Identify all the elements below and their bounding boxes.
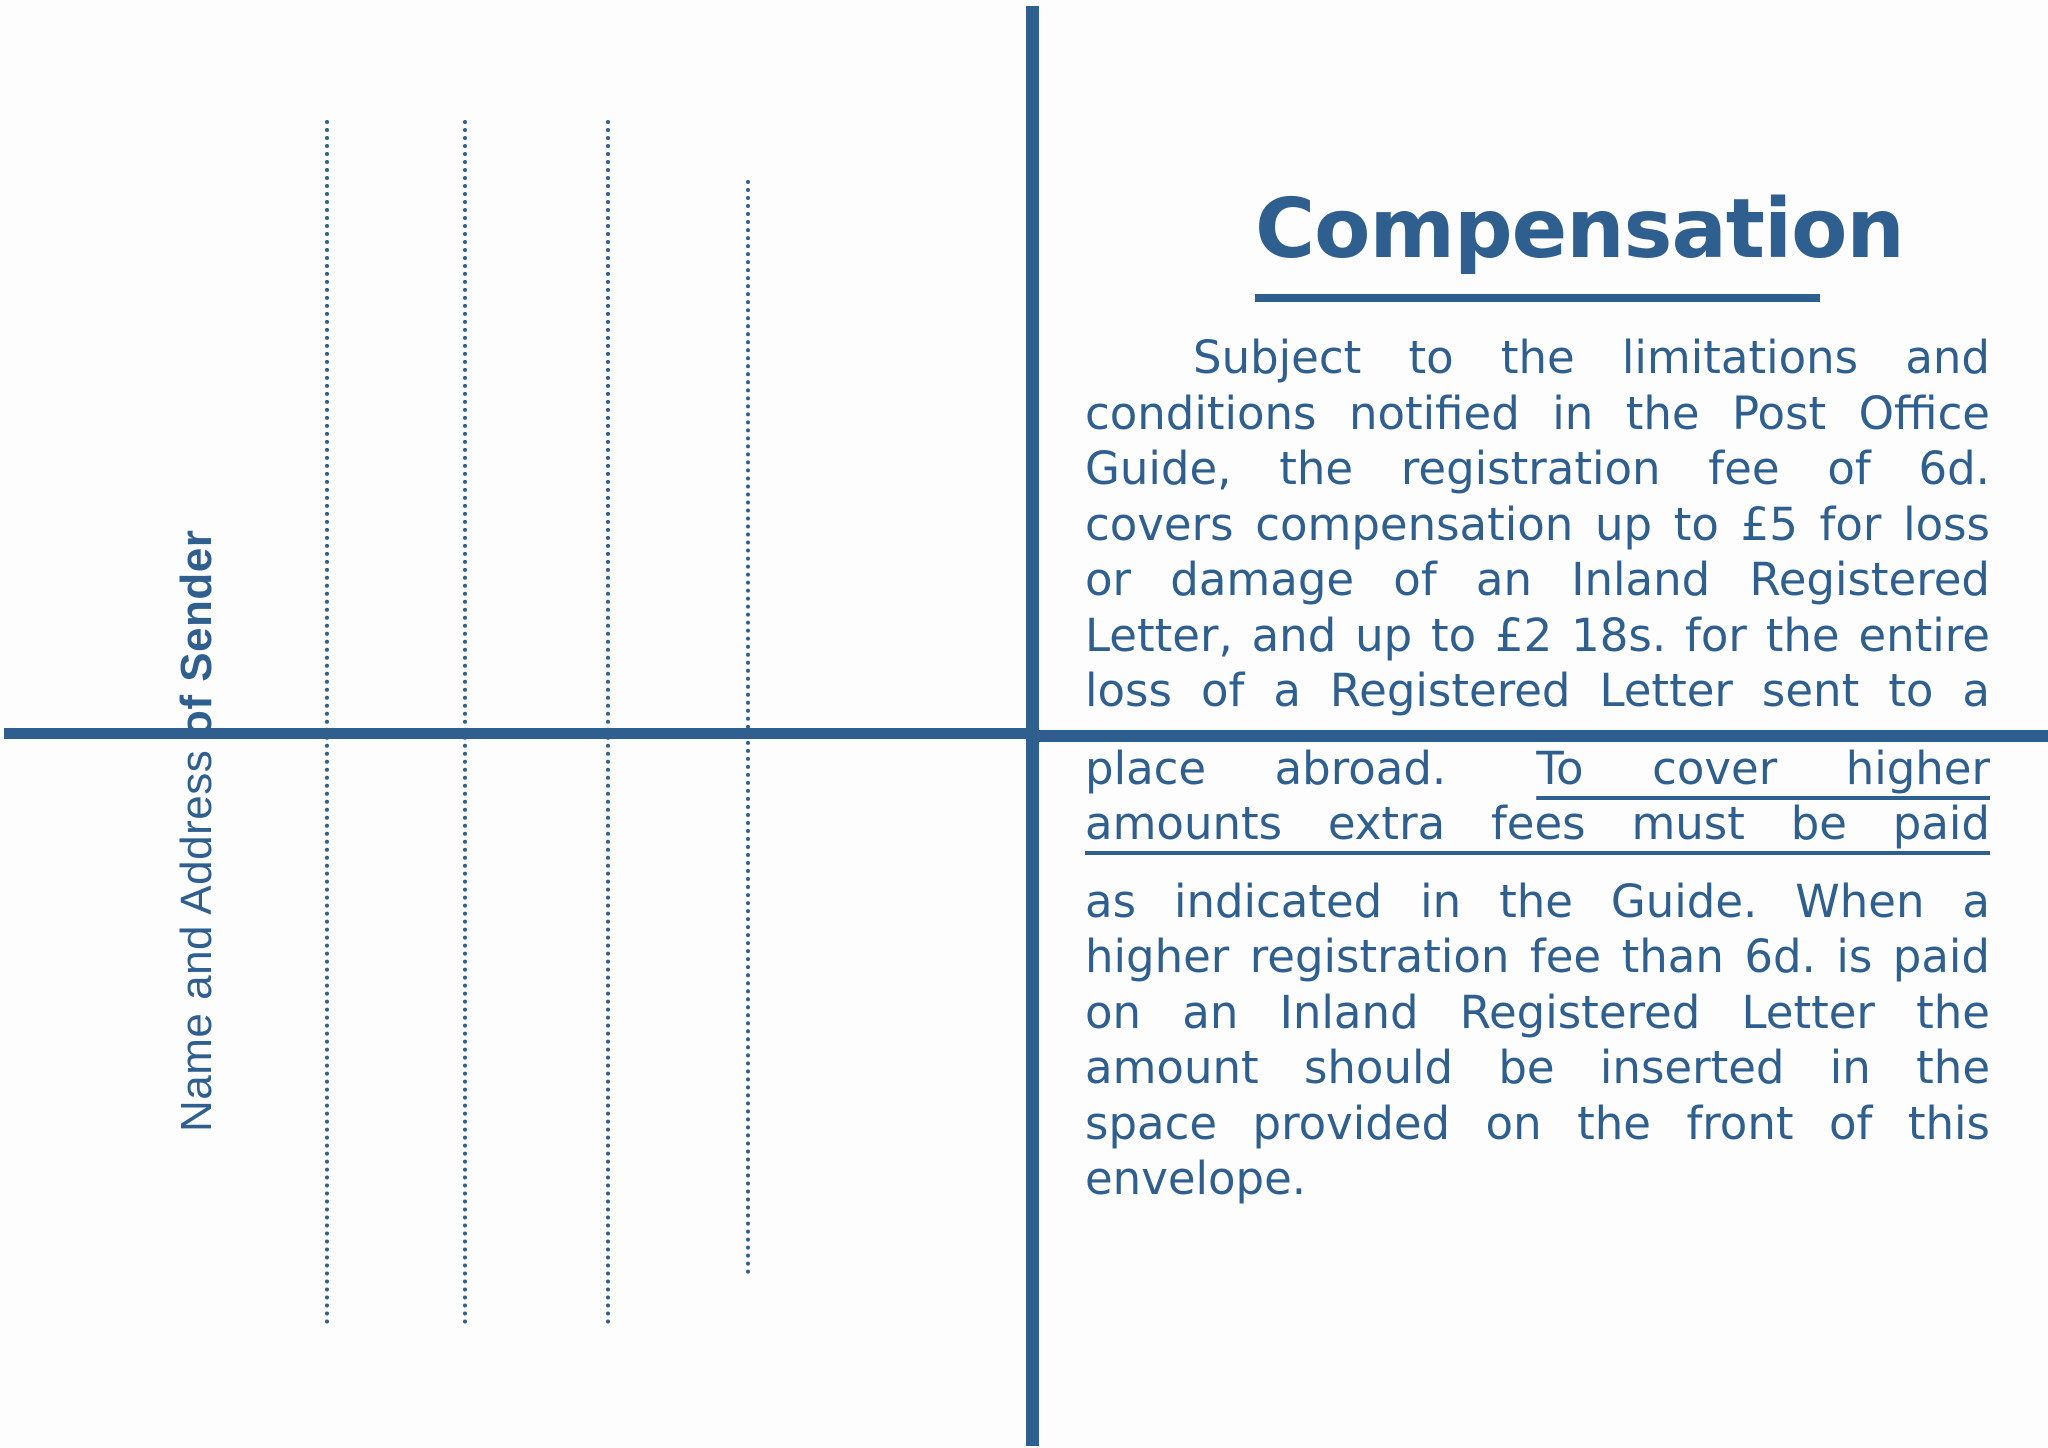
address-dotted-line — [606, 120, 610, 1325]
text-line-split — [1085, 741, 1990, 797]
text-fragment: place abroad. — [1085, 741, 1447, 795]
text-line: on an Inland Registered Letter the — [1085, 985, 1990, 1039]
text-line: space provided on the front of this — [1085, 1096, 1990, 1150]
text-line — [1085, 796, 1990, 852]
text-line: or damage of an Inland Registered — [1085, 553, 1990, 606]
address-dotted-line — [746, 180, 750, 1275]
compensation-text — [1085, 330, 1990, 1207]
text-line: Letter, and up to £2 18s. for the entire — [1085, 608, 1990, 662]
text-line: as indicated in the Guide. When a — [1085, 874, 1990, 928]
compensation-notice — [1085, 180, 1990, 1207]
underlined-text: amounts extra fees must be paid — [1085, 797, 1990, 850]
text-line: covers compensation up to £5 for loss — [1085, 497, 1990, 551]
sender-label-prefix: Name and Address — [172, 737, 221, 1132]
sender-address-label — [172, 530, 222, 1132]
horizontal-fold-rule-left — [4, 728, 1030, 739]
text-line: envelope. — [1085, 1152, 1307, 1205]
text-line: loss of a Registered Letter sent to a — [1085, 664, 1990, 717]
text-line: Guide, the registration fee of 6d. — [1085, 442, 1990, 495]
compensation-title: Compensation — [1255, 180, 1820, 302]
address-dotted-line — [463, 120, 467, 1325]
vertical-fold-rule — [1026, 6, 1039, 1446]
text-line: Subject to the limitations and — [1193, 331, 1990, 384]
text-line: amount should be inserted in the — [1085, 1041, 1990, 1094]
sender-label-bold: of Sender — [172, 529, 221, 738]
address-dotted-line — [325, 120, 329, 1325]
underlined-text: To cover higher — [1536, 741, 1990, 795]
text-line: conditions notified in the Post Office — [1085, 386, 1990, 440]
text-line: higher registration fee than 6d. is paid — [1085, 930, 1990, 983]
